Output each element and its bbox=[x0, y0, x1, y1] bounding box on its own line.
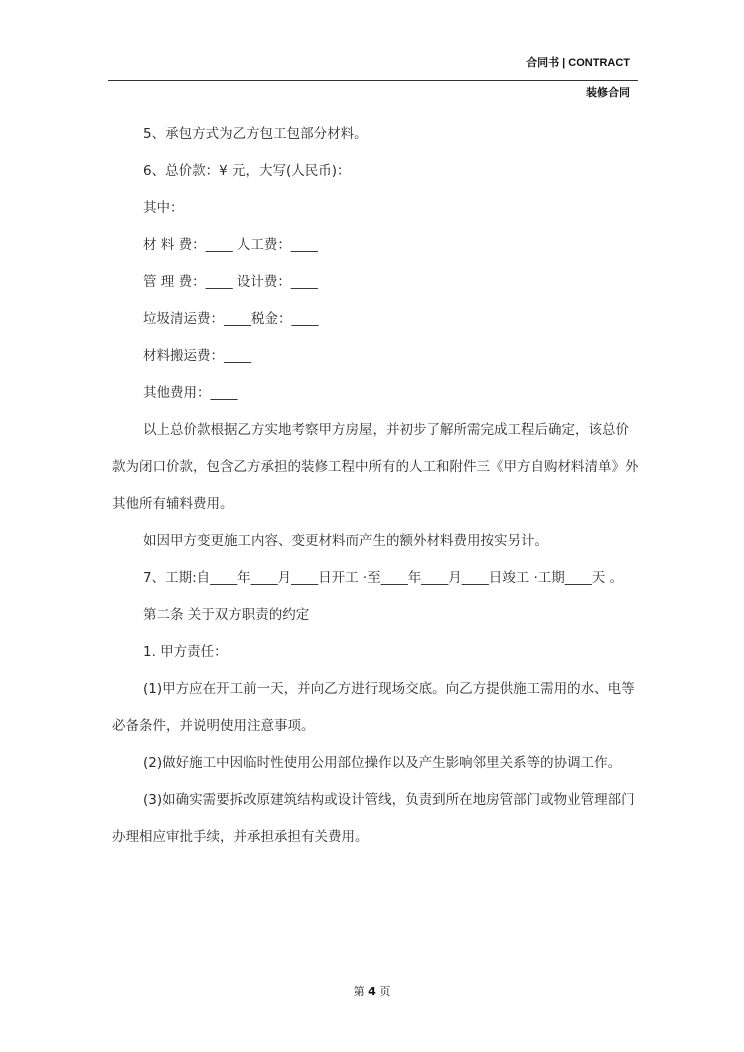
other-fees: 其他费用：____ bbox=[143, 385, 238, 401]
party-a-duty-2: (2)做好施工中因临时性使用公用部位操作以及产生影响邻里关系等的协调工作。 bbox=[143, 755, 622, 771]
header-subtitle: 装修合同 bbox=[586, 86, 630, 99]
material-transport-fee: 材料搬运费：____ bbox=[143, 348, 251, 364]
garbage-tax-fee: 垃圾清运费：____税金：____ bbox=[143, 311, 319, 327]
header-rule bbox=[108, 80, 638, 81]
article-two-heading: 第二条 关于双方职责的约定 bbox=[143, 607, 310, 623]
document-body bbox=[112, 116, 640, 856]
price-determination-clause: 以上总价款根据乙方实地考察甲方房屋，并初步了解所需完成工程后确定，该总价款为闭口价款，包含乙方承担的装修工程中所有的人工和附件三《甲方自购材料清单》外其他所有辅料费用。 bbox=[112, 422, 639, 512]
construction-period: 7、工期:自____年____月____日开工 ·至____年____月____日竣工 ·工期____天 。 bbox=[143, 570, 624, 586]
party-a-duty-heading: 1. 甲方责任： bbox=[143, 644, 228, 660]
price-breakdown-label: 其中： bbox=[143, 200, 184, 216]
page-suffix: 页 bbox=[379, 985, 391, 998]
page-header bbox=[0, 0, 744, 100]
page-prefix: 第 bbox=[353, 985, 365, 998]
page-footer bbox=[0, 983, 744, 999]
additional-cost-clause: 如因甲方变更施工内容、变更材料而产生的额外材料费用按实另计。 bbox=[143, 533, 548, 549]
total-price: 6、总价款：¥ 元，大写(人民币)： bbox=[143, 163, 351, 179]
management-design-fee: 管 理 费：____ 设计费：____ bbox=[143, 274, 318, 290]
party-a-duty-3: (3)如确实需要拆改原建筑结构或设计管线，负责到所在地房管部门或物业管理部门办理相应审批手续，并承担承担有关费用。 bbox=[112, 792, 635, 845]
header-title: 合同书 | CONTRACT bbox=[526, 57, 630, 69]
party-a-duty-1: (1)甲方应在开工前一天，并向乙方进行现场交底。向乙方提供施工需用的水、电等必备条件，并说明使用注意事项。 bbox=[112, 681, 635, 734]
material-labor-fee: 材 料 费：____ 人工费：____ bbox=[143, 237, 318, 253]
contract-method: 5、承包方式为乙方包工包部分材料。 bbox=[143, 126, 368, 142]
page-number: 4 bbox=[368, 985, 376, 998]
